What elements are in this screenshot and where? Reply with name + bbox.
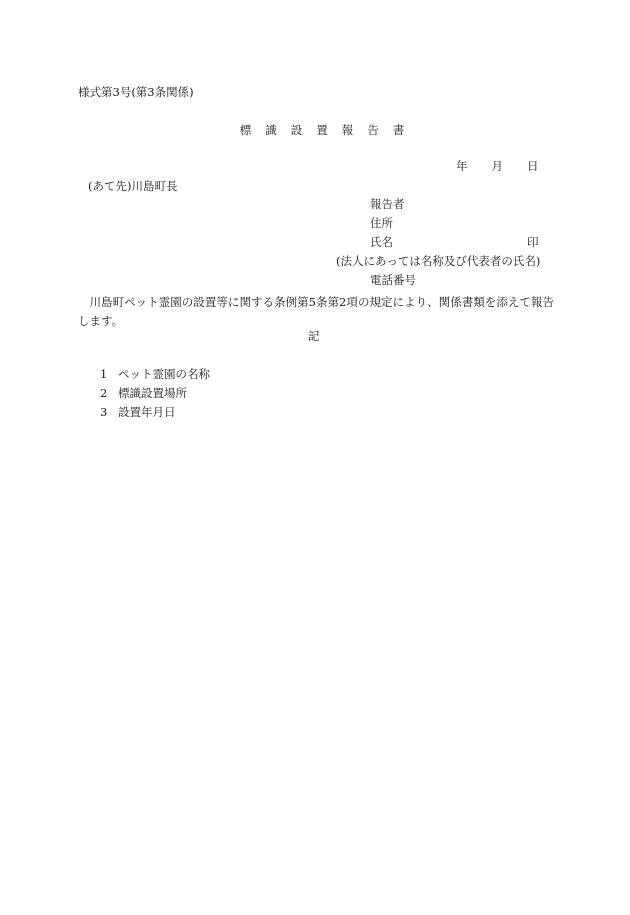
list-item-number: 3 [100,405,108,419]
address-label: 住所 [370,216,393,230]
report-body-text: 川島町ペット霊園の設置等に関する条例第5条第2項の規定により、関係書類を添えて報告します。 [78,295,554,328]
seal-label: 印 [527,235,539,249]
name-label: 氏名 [370,235,393,249]
date-row [456,161,539,173]
addressee: (あて先)川島町長 [88,179,178,193]
list-item-text: 標識設置場所 [118,386,187,400]
list-item [100,388,187,400]
list-item [100,369,210,381]
form-number: 様式第3号(第3条関係) [78,85,194,99]
date-year-label: 年 [456,159,468,173]
ki-heading: 記 [308,329,320,343]
date-day-label: 日 [527,159,539,173]
list-item-text: ペット霊園の名称 [118,367,210,381]
list-item-number: 1 [100,367,108,381]
phone-label: 電話番号 [370,273,416,287]
list-item [100,407,176,419]
list-item-number: 2 [100,386,108,400]
document-title: 標識設置報告書 [239,123,419,137]
reporter-label: 報告者 [370,197,405,211]
date-month-label: 月 [491,159,503,173]
list-item-text: 設置年月日 [118,405,176,419]
corporation-note: (法人にあっては名称及び代表者の氏名) [336,254,541,268]
